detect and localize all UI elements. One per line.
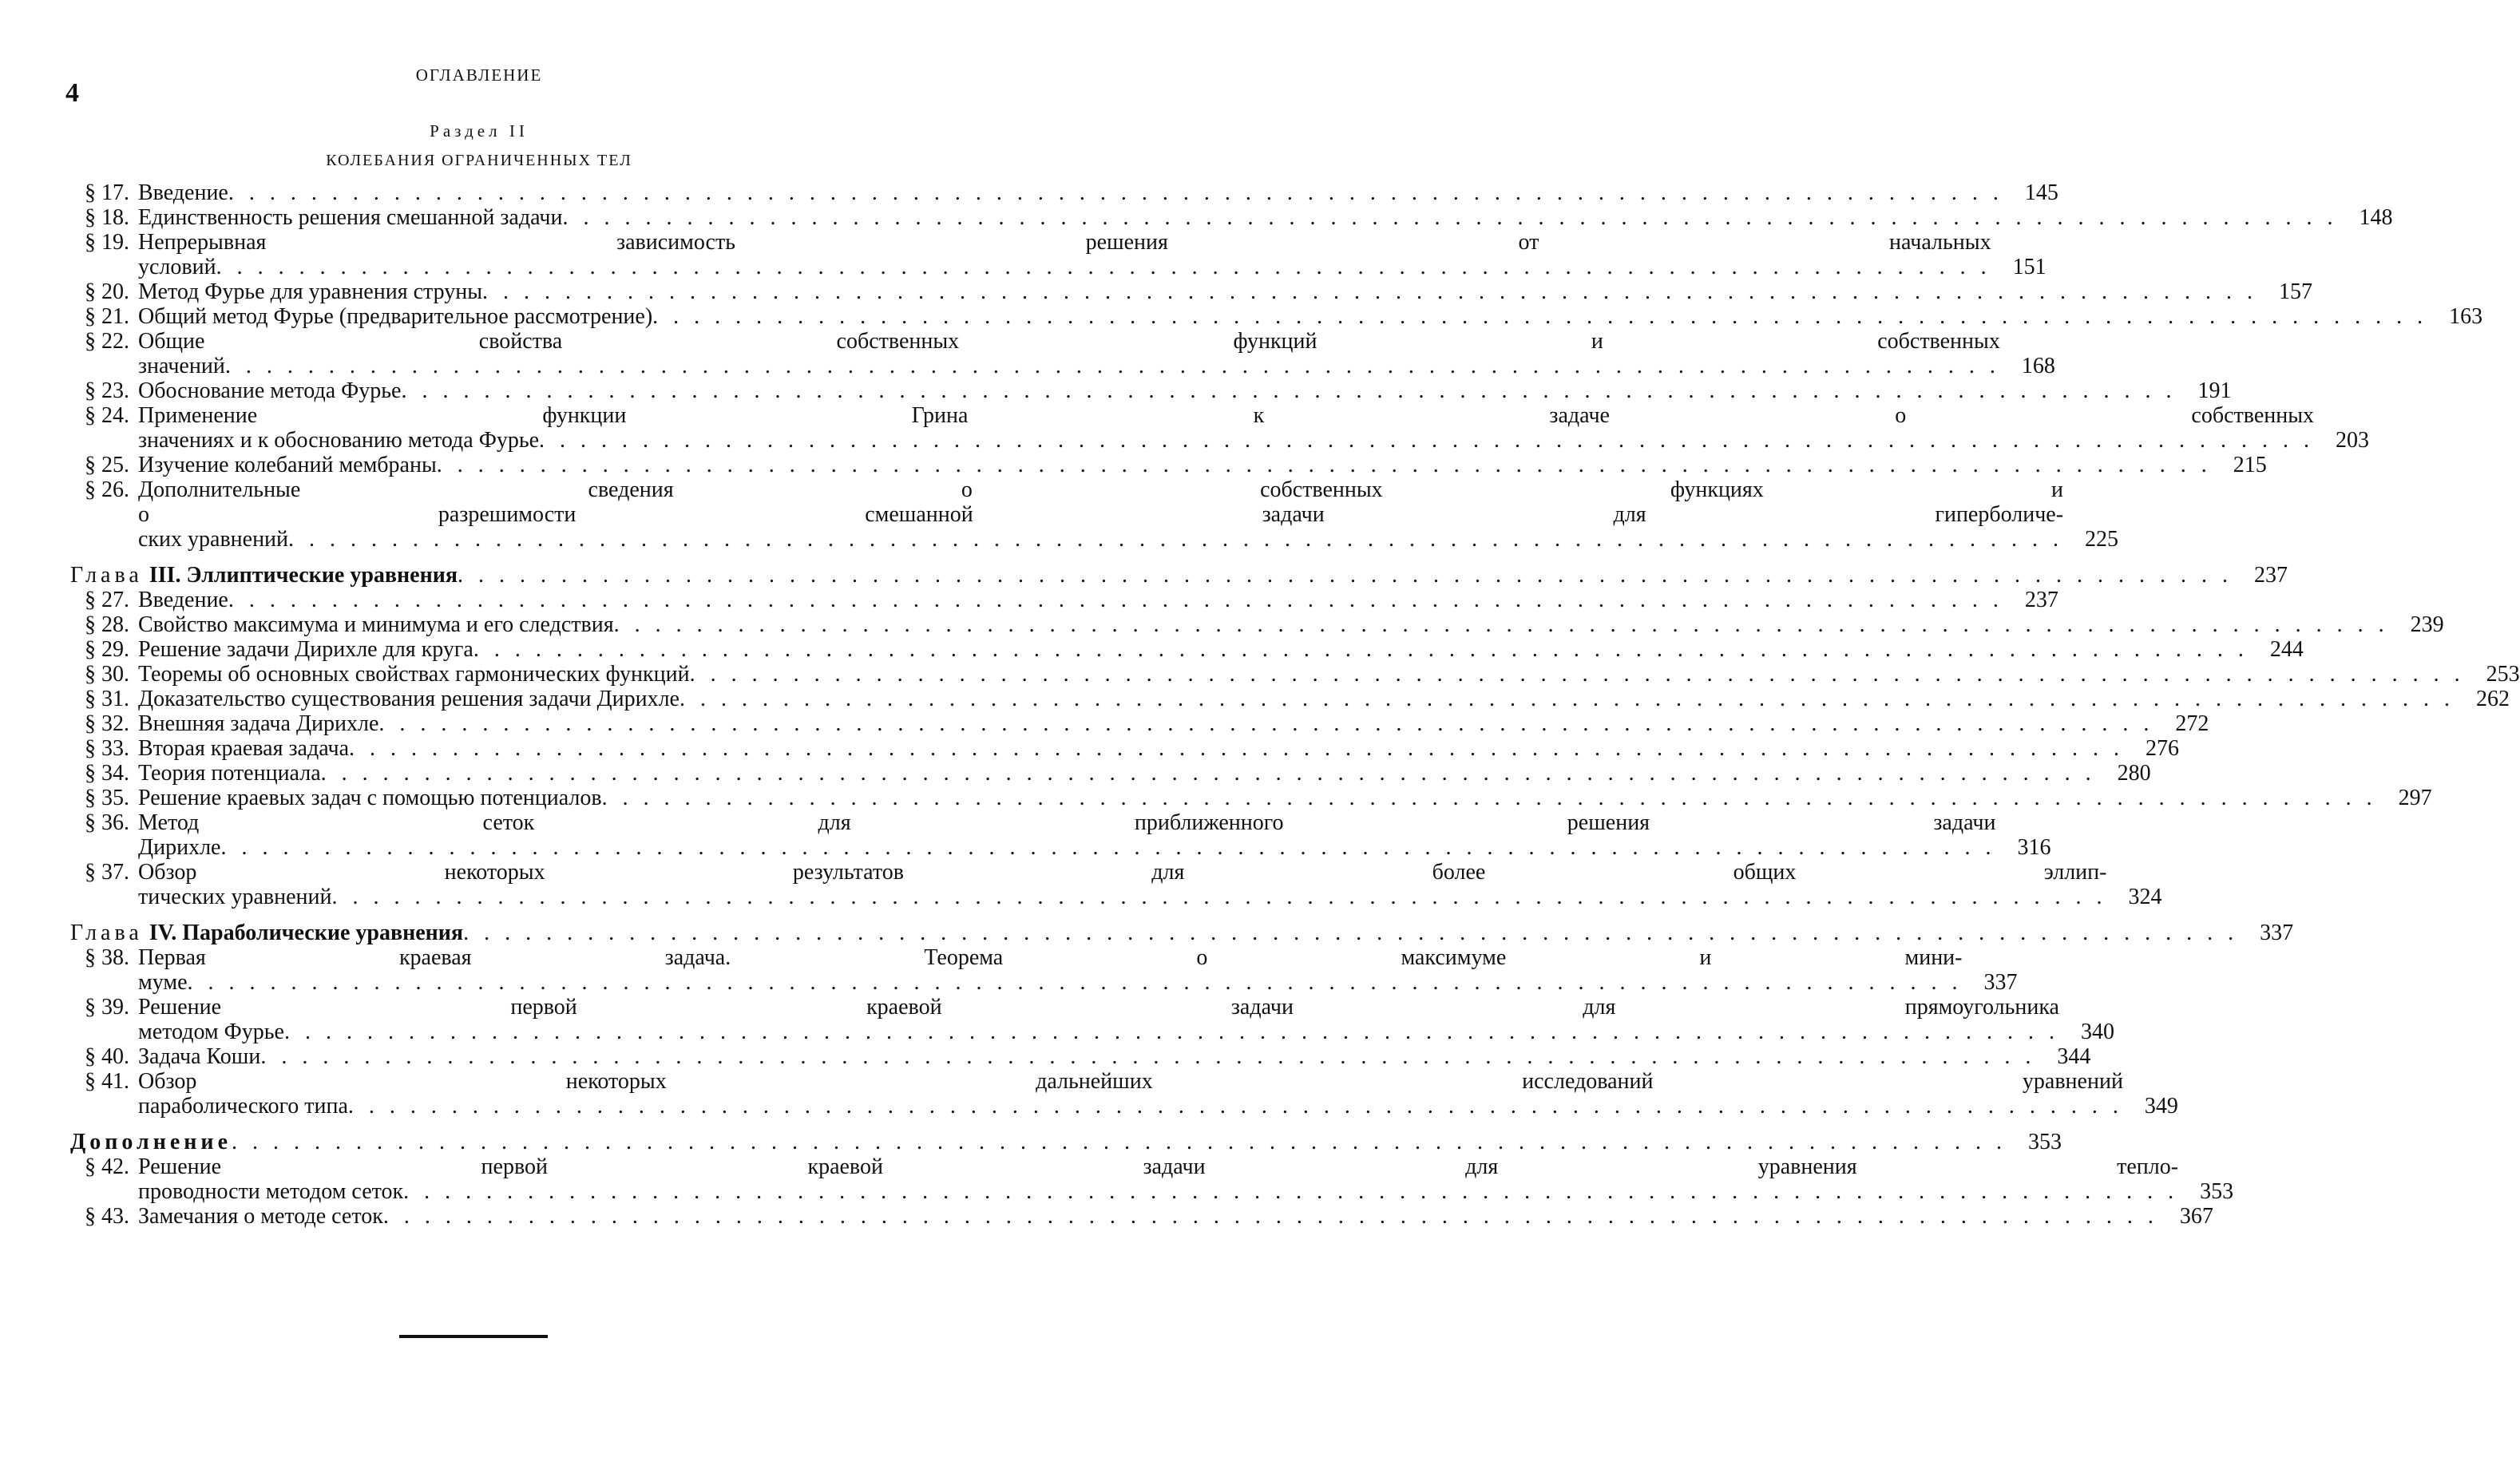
entry-title-line: Единственность решения смешанной задачи <box>138 205 563 230</box>
table-of-contents <box>0 180 2520 1229</box>
toc-chapter-entry <box>0 563 2288 588</box>
page-reference: 163 <box>2449 304 2483 329</box>
paragraph-number: § 28. <box>85 612 129 637</box>
paragraph-number: § 40. <box>85 1044 129 1069</box>
page-reference: 272 <box>2175 711 2209 736</box>
entry-title-line: Решение первой краевой задачи для уравнения тепло- <box>138 1154 2179 1179</box>
dot-leader <box>378 711 2153 736</box>
entry-title-line: Метод сеток для приближенного решения задачи <box>138 810 1996 835</box>
dot-leader <box>539 428 2314 453</box>
entry-title-line: Теоремы об основных свойствах гармонических функций <box>138 662 690 687</box>
paragraph-number: § 21. <box>85 304 129 329</box>
dot-leader <box>403 1179 2178 1204</box>
toc-paragraph-entry <box>0 1154 2234 1204</box>
page-reference: 337 <box>2260 921 2294 945</box>
toc-paragraph-entry <box>0 403 2370 453</box>
entry-title-line: Применение функции Грина к задаче о собственных <box>138 403 2315 428</box>
entry-title-line: тических уравнений <box>138 885 332 909</box>
dot-leader <box>288 527 2063 552</box>
entry-title-line: Обзор некоторых дальнейших исследований уравнений <box>138 1069 2123 1094</box>
dot-leader <box>652 304 2427 329</box>
entry-title-line: Введение <box>138 180 228 205</box>
entry-title-line: Изучение колебаний мембраны <box>138 453 437 477</box>
paragraph-number: § 42. <box>85 1154 129 1179</box>
paragraph-number: § 23. <box>85 378 129 403</box>
dot-leader <box>321 761 2096 786</box>
entry-title-line: значений <box>138 354 225 378</box>
page-reference: 225 <box>2085 527 2119 552</box>
entry-title-line: Внешняя задача Дирихле <box>138 711 379 736</box>
dot-leader <box>482 279 2257 304</box>
page-reference: 148 <box>2359 205 2393 230</box>
toc-paragraph-entry <box>0 687 2510 711</box>
dot-leader <box>228 588 2003 612</box>
toc-paragraph-entry <box>0 1204 2213 1229</box>
dot-leader <box>463 921 2238 945</box>
page-reference: 297 <box>2398 786 2432 810</box>
dot-leader <box>188 970 1963 995</box>
page-reference: 344 <box>2057 1044 2091 1069</box>
toc-paragraph-entry <box>0 378 2232 403</box>
entry-title-line: Непрерывная зависимость решения от начальных <box>138 230 1991 255</box>
chapter-prefix: Глава <box>70 921 143 945</box>
entry-title-line: Доказательство существования решения задачи Дирихле <box>138 687 680 711</box>
dot-leader <box>401 378 2176 403</box>
entry-title-line: Свойство максимума и минимума и его следствия <box>138 612 614 637</box>
toc-chapter-entry <box>0 921 2294 945</box>
paragraph-number: § 26. <box>85 477 129 502</box>
paragraph-number: § 19. <box>85 230 129 255</box>
section-label: Раздел II <box>430 121 529 141</box>
page-reference: 191 <box>2197 378 2232 403</box>
page-reference: 244 <box>2269 637 2304 662</box>
entry-title-line: Дополнительные сведения о собственных функциях и <box>138 477 2064 502</box>
dot-leader <box>228 180 2003 205</box>
page-reference: 168 <box>2021 354 2055 378</box>
paragraph-number: § 43. <box>85 1204 129 1229</box>
page-reference: 237 <box>2254 563 2288 588</box>
page-reference: 349 <box>2144 1094 2178 1119</box>
page-reference: 203 <box>2336 428 2370 453</box>
entry-title-line: проводности методом сеток <box>138 1179 404 1204</box>
dot-leader <box>284 1020 2059 1044</box>
paragraph-number: § 30. <box>85 662 129 687</box>
dot-leader <box>349 736 2124 761</box>
toc-paragraph-entry <box>0 205 2393 230</box>
page-reference: 237 <box>2024 588 2058 612</box>
running-head: ОГЛАВЛЕНИЕ <box>415 65 543 85</box>
toc-paragraph-entry <box>0 860 2162 909</box>
page-reference: 324 <box>2128 885 2162 909</box>
toc-paragraph-entry <box>0 786 2432 810</box>
dot-leader <box>562 205 2337 230</box>
paragraph-number: § 36. <box>85 810 129 835</box>
toc-paragraph-entry <box>0 736 2180 761</box>
page-reference: 262 <box>2475 687 2510 711</box>
toc-paragraph-entry <box>0 477 2119 552</box>
paragraph-number: § 29. <box>85 637 129 662</box>
entry-title-line: Теория потенциала <box>138 761 321 786</box>
page-reference: 367 <box>2179 1204 2213 1229</box>
entry-title-line: Задача Коши <box>138 1044 261 1069</box>
entry-title-line: методом Фурье <box>138 1020 284 1044</box>
end-rule <box>399 1335 548 1338</box>
toc-paragraph-entry <box>0 810 2051 860</box>
paragraph-number: § 32. <box>85 711 129 736</box>
page-number: 4 <box>65 78 79 108</box>
toc-paragraph-entry <box>0 1044 2091 1069</box>
entry-title-line: Дирихле <box>138 835 221 860</box>
paragraph-number: § 25. <box>85 453 129 477</box>
chapter-title: IV. Параболические уравнения <box>149 921 464 945</box>
page-reference: 340 <box>2080 1020 2114 1044</box>
page-reference: 353 <box>2200 1179 2234 1204</box>
paragraph-number: § 38. <box>85 945 129 970</box>
toc-paragraph-entry <box>0 945 2018 995</box>
toc-paragraph-entry <box>0 662 2520 687</box>
dot-leader <box>690 662 2465 687</box>
entry-title-line: Обзор некоторых результатов для более общих эллип- <box>138 860 2107 885</box>
page-reference: 280 <box>2117 761 2151 786</box>
paragraph-number: § 17. <box>85 180 129 205</box>
entry-title-line: Метод Фурье для уравнения струны <box>138 279 483 304</box>
dot-leader <box>260 1044 2035 1069</box>
paragraph-number: § 27. <box>85 588 129 612</box>
paragraph-number: § 39. <box>85 995 129 1020</box>
entry-title-line: Обоснование метода Фурье <box>138 378 402 403</box>
dot-leader <box>383 1204 2158 1229</box>
paragraph-number: § 31. <box>85 687 129 711</box>
dot-leader <box>602 786 2377 810</box>
dot-leader <box>614 612 2389 637</box>
entry-title-line: Решение задачи Дирихле для круга <box>138 637 473 662</box>
toc-chapter-entry <box>0 1130 2062 1154</box>
page-reference: 157 <box>2279 279 2313 304</box>
toc-paragraph-entry <box>0 995 2114 1044</box>
entry-title-line: значениях и к обоснованию метода Фурье <box>138 428 540 453</box>
toc-paragraph-entry <box>0 329 2055 378</box>
entry-title-line: параболического типа <box>138 1094 348 1119</box>
dot-leader <box>437 453 2212 477</box>
dot-leader <box>216 255 1991 279</box>
toc-paragraph-entry <box>0 230 2047 279</box>
paragraph-number: § 18. <box>85 205 129 230</box>
entry-title-line: Решение краевых задач с помощью потенциалов <box>138 786 602 810</box>
page-reference: 337 <box>1983 970 2018 995</box>
entry-title-line: Введение <box>138 588 228 612</box>
page-reference: 239 <box>2410 612 2444 637</box>
dot-leader <box>348 1094 2123 1119</box>
page-reference: 215 <box>2233 453 2267 477</box>
dot-leader <box>220 835 1995 860</box>
entry-title-line: о разрешимости смешанной задачи для гиперболиче- <box>138 502 2064 527</box>
paragraph-number: § 33. <box>85 736 129 761</box>
paragraph-number: § 34. <box>85 761 129 786</box>
page-reference: 145 <box>2024 180 2058 205</box>
dot-leader <box>680 687 2455 711</box>
toc-paragraph-entry <box>0 453 2267 477</box>
entry-title-line: Замечания о методе сеток <box>138 1204 383 1229</box>
toc-paragraph-entry <box>0 612 2444 637</box>
entry-title-line: Решение первой краевой задачи для прямоугольника <box>138 995 2059 1020</box>
toc-paragraph-entry <box>0 1069 2178 1119</box>
dot-leader <box>473 637 2249 662</box>
entry-title-line: Первая краевая задача. Теорема о максимуме и мини- <box>138 945 1963 970</box>
dot-leader <box>232 1130 2007 1154</box>
paragraph-number: § 20. <box>85 279 129 304</box>
toc-paragraph-entry <box>0 304 2483 329</box>
paragraph-number: § 24. <box>85 403 129 428</box>
toc-paragraph-entry <box>0 180 2058 205</box>
dot-leader <box>331 885 2106 909</box>
entry-title-line: Вторая краевая задача <box>138 736 350 761</box>
paragraph-number: § 37. <box>85 860 129 885</box>
page-reference: 276 <box>2146 736 2180 761</box>
page-reference: 353 <box>2028 1130 2062 1154</box>
toc-paragraph-entry <box>0 588 2058 612</box>
chapter-prefix: Дополнение <box>70 1130 232 1154</box>
entry-title-line: ских уравнений <box>138 527 289 552</box>
page-reference: 253 <box>2486 662 2520 687</box>
dot-leader <box>225 354 2000 378</box>
page-reference: 151 <box>2012 255 2047 279</box>
section-title: КОЛЕБАНИЯ ОГРАНИЧЕННЫХ ТЕЛ <box>326 152 632 169</box>
page-reference: 316 <box>2017 835 2051 860</box>
toc-paragraph-entry <box>0 761 2151 786</box>
chapter-prefix: Глава <box>70 563 143 588</box>
paragraph-number: § 41. <box>85 1069 129 1094</box>
paragraph-number: § 22. <box>85 329 129 354</box>
toc-paragraph-entry <box>0 637 2304 662</box>
chapter-title: III. Эллиптические уравнения <box>149 563 458 588</box>
dot-leader <box>458 563 2233 588</box>
toc-paragraph-entry <box>0 279 2313 304</box>
paragraph-number: § 35. <box>85 786 129 810</box>
toc-paragraph-entry <box>0 711 2209 736</box>
entry-title-line: Общие свойства собственных функций и собственных <box>138 329 2000 354</box>
entry-title-line: условий <box>138 255 216 279</box>
entry-title-line: Общий метод Фурье (предварительное рассмотрение) <box>138 304 653 329</box>
entry-title-line: муме <box>138 970 188 995</box>
